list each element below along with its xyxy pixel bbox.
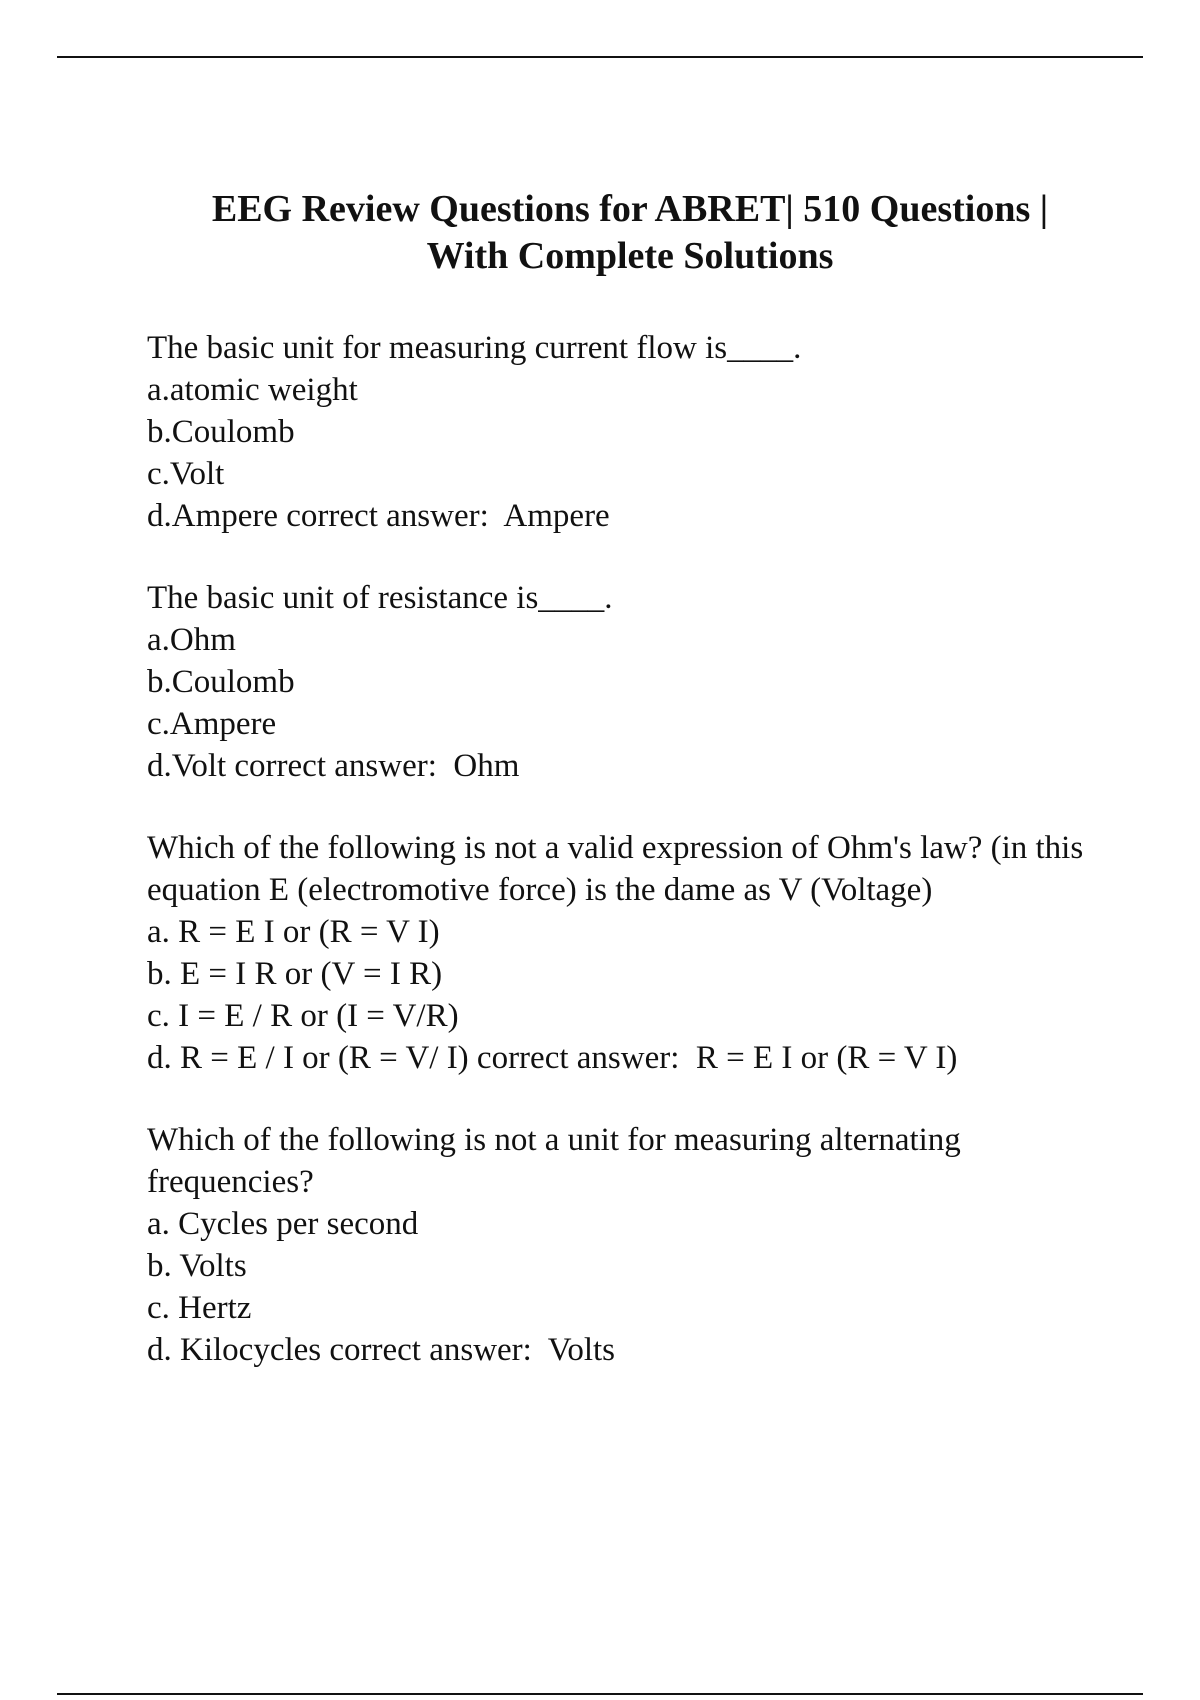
document-title xyxy=(120,186,1140,280)
question-block xyxy=(147,577,1097,787)
question-block xyxy=(147,327,1097,537)
option-d-with-answer: d. Kilocycles correct answer: Volts xyxy=(147,1332,615,1368)
option-d-with-answer: d. R = E / I or (R = V/ I) correct answer: R = E I or (R = V I) xyxy=(147,1040,958,1076)
question-text: Which of the following is not a unit for measuring alternating frequencies? xyxy=(147,1122,970,1200)
top-rule xyxy=(57,56,1143,58)
option-c: c. I = E / R or (I = V/R) xyxy=(147,998,459,1034)
option-a: a.Ohm xyxy=(147,622,236,658)
title-line-2: With Complete Solutions xyxy=(426,235,834,277)
option-d-with-answer: d.Ampere correct answer: Ampere xyxy=(147,498,610,534)
question-text: The basic unit for measuring current flow is____. xyxy=(147,330,802,366)
question-block xyxy=(147,827,1097,1079)
option-c: c.Ampere xyxy=(147,706,277,742)
option-c: c.Volt xyxy=(147,456,225,492)
question-list xyxy=(147,327,1097,1411)
option-b: b.Coulomb xyxy=(147,664,295,700)
option-b: b. Volts xyxy=(147,1248,247,1284)
option-a: a.atomic weight xyxy=(147,372,358,408)
option-b: b. E = I R or (V = I R) xyxy=(147,956,443,992)
option-c: c. Hertz xyxy=(147,1290,252,1326)
bottom-rule xyxy=(57,1693,1143,1695)
option-a: a. Cycles per second xyxy=(147,1206,419,1242)
question-text: The basic unit of resistance is____. xyxy=(147,580,613,616)
title-line-1: EEG Review Questions for ABRET| 510 Questions | xyxy=(211,188,1049,230)
option-a: a. R = E I or (R = V I) xyxy=(147,914,440,950)
option-d-with-answer: d.Volt correct answer: Ohm xyxy=(147,748,520,784)
question-text: Which of the following is not a valid expression of Ohm's law? (in this equation E (electromotive force) is the dame as V (Voltage) xyxy=(147,830,1092,908)
option-b: b.Coulomb xyxy=(147,414,295,450)
question-block xyxy=(147,1119,1097,1371)
